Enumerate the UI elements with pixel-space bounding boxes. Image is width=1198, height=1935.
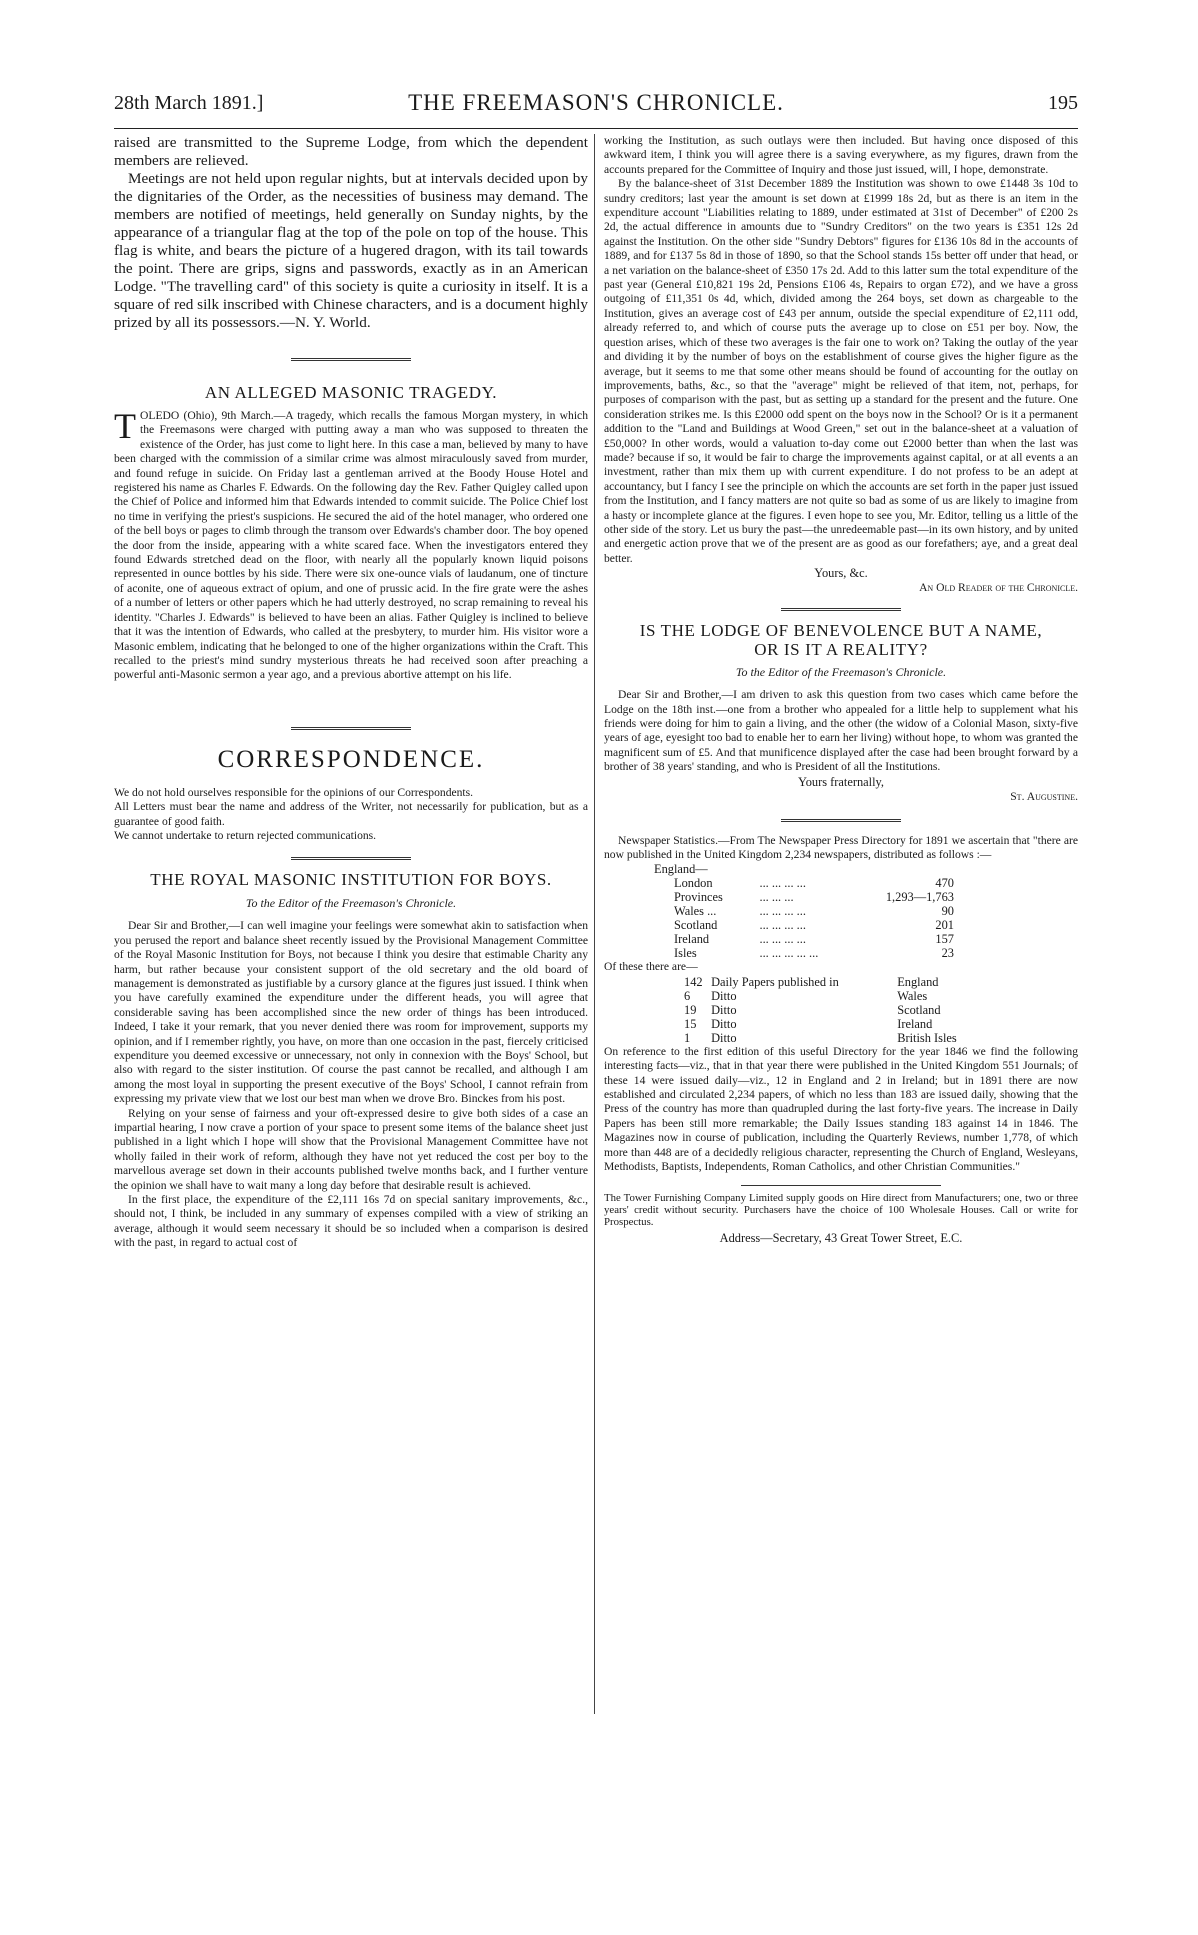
- lodge-heading-line: IS THE LODGE OF BENEVOLENCE BUT A NAME,: [639, 621, 1043, 641]
- section-rule: [781, 608, 901, 611]
- row-place: Scotland: [897, 1002, 941, 1017]
- editorial-notice: All Letters must bear the name and address of the Writer, not necessarily for publication, but as a guarantee of good faith.: [114, 800, 588, 828]
- row-value: 157: [935, 932, 954, 947]
- table-row: [684, 1031, 984, 1045]
- statistics-intro: Newspaper Statistics.—From The Newspaper Press Directory for 1891 we ascertain that "there are now published in the United Kingdom 2,234 newspapers, distributed as follows :—: [604, 833, 1078, 862]
- row-dots: [759, 862, 849, 876]
- letter-signature: St. Augustine.: [1010, 789, 1078, 803]
- row-dots: ... ... ... ...: [759, 932, 806, 947]
- section-heading-tragedy: AN ALLEGED MASONIC TRAGEDY.: [204, 383, 498, 402]
- row-count: 19: [684, 1002, 697, 1017]
- row-count: 15: [684, 1016, 697, 1031]
- row-label: Wales ...: [674, 904, 717, 919]
- column-divider: [594, 134, 595, 1714]
- section-heading-lodge: [604, 621, 1078, 659]
- header-rule: [114, 128, 1078, 129]
- letter-paragraph: Dear Sir and Brother,—I am driven to ask this question from two cases which came before the Lodge on the 18th inst.—one from a brother who appealed for a little help to supplement what his friends were doing for him to gain a living, and the other (the widow of a Colonial Mason, sixty-five years of age, eyesight too bad to enable her to earn her living) without hope, to whom was granted the magnificent sum of £5. And that munificence displayed after the case had been brought forward by a brother of 38 years' standing, and who is President of all the Institutions.: [604, 688, 1078, 774]
- newspaper-distribution-table: [654, 862, 954, 960]
- row-place: British Isles: [897, 1030, 957, 1045]
- row-dots: ... ... ... ... ...: [759, 946, 819, 961]
- row-label: Ireland: [674, 932, 710, 947]
- drop-cap: T: [114, 406, 136, 446]
- letter-paragraph: By the balance-sheet of 31st December 1889 the Institution was shown to owe £1448 3s 10d to sundry creditors; last year the amount is set down at £1999 18s 2d, but as there is an item in the expenditure account "Liabilities relating to 1889, under estimated at 31st of December" of £200 2s 2d, the actual difference in amounts due to "Sundry Creditors" on the two years is £351 12s 2d against the Institution. On the other side "Sundry Debtors" figures for £136 10s 8d in the accounts of 1889, and for £137 5s 8d in those of 1890, so that the School stands 15s better off under that head, or a net variation on the balance-sheet of £350 17s 2d. Add to this latter sum the total expenditure of the past year (General £10,821 19s 2d, Pensions £106 4s, Repairs to organ £72), and we have a gross outgoing of £11,351 0s 4d, which, divided among the 264 boys, set down as chargeable to the Institution, gives an average cost of £43 per annum, outside the special expenditure of £2,111 odd, already referred to, and which of course puts the average up to close on £51 per boy. Now, the question arises, which of these two averages is the fair one to work on? Taking the outlay of the year and dividing it by the number of boys on the establishment of course gives the higher figure as the average, but it seems to me that some other means should be found of accounting for the outlay on improvements, baths, &c., so that the "average" might be relieved of that item, not, perhaps, for purposes of comparison with the past, but as setting up a standard for the present and the future. One consideration strikes me. Is this £2000 odd spent on the boys now in the School? Or is it a permanent addition to the "Land and Buildings at Wood Green," set out in the balance-sheet at a valuation of £50,000? In other words, would a valuation to-day come out £2000 better than when the last was made? because if so, it would be fair to charge the improvements against capital, or at all events a an investment, rather than mix them up with current expenditure. I do not profess to be an adept at accountancy, but I fancy I see the principle on which the accounts are set forth in the paper just issued from the Institution, and I fancy matters are not quite so bad as some of us are likely to imagine from a hasty or incomplete glance at the figures. I even hope to see you, Mr. Editor, telling us a little of the other side of the story. Let us bury the past—the unredeemable past—in its own history, and by united and energetic action prove that we of the present are as good as our forefathers; aye, and a great deal better.: [604, 177, 1078, 565]
- row-kind: Ditto: [711, 988, 737, 1003]
- intro-paragraph: raised are transmitted to the Supreme Lodge, from which the dependent members are relieved.: [114, 134, 588, 169]
- row-kind: Ditto: [711, 1030, 737, 1045]
- intro-paragraph: Meetings are not held upon regular nights, but at intervals decided upon by the dignitaries of the Order, as the necessities of business may demand. The members are notified of meetings, held generally on Sunday nights, by the appearance of a triangular flag at the top of the pole on top of the house. This flag is white, and bears the picture of a hugered dragon, with its tail towards the point. There are grips, signs and passwords, exactly as in an American Lodge. "The travelling card" of this society is quite a curiosity in itself. It is a square of red silk inscribed with Chinese characters, and is a document highly prized by all its possessors.—N. Y. World.: [114, 170, 588, 331]
- page-header: [114, 86, 1078, 126]
- row-label: London: [674, 876, 713, 891]
- letter-subhead: To the Editor of the Freemason's Chronicle.: [245, 896, 457, 911]
- row-label: England—: [654, 862, 708, 877]
- tragedy-article: [114, 406, 588, 683]
- letter-closing: Yours, &c.: [814, 566, 868, 581]
- letter-paragraph: In the first place, the expenditure of the £2,111 16s 7d on special sanitary improvements, &c., should not, I think, be included in any summary of expenses compiled with a view of striking an average, although it would seem necessary it should be so included when a comparison is desired with the past, in regard to actual cost of: [114, 1193, 588, 1250]
- tragedy-text: OLEDO (Ohio), 9th March.—A tragedy, which recalls the famous Morgan mystery, in which the Freemasons were charged with putting away a man who was supposed to threaten the existence of the Order, has just come to light here. In this case a man, believed by many to have been charged with the commission of a similar crime was almost miraculously saved from murder, and found refuge in suicide. On Friday last a gentleman arrived at the Boody House Hotel and registered his name as Charles F. Edwards. On the following day the Rev. Father Quigley called upon the Chief of Police and informed him that Edwards intended to commit suicide. The Police Chief lost no time in verifying the priest's suspicions. He secured the aid of the hotel manager, who ordered one of the bell boys or pages to climb through the transom over Edwards's chamber door. The boy opened the door from the inside, appearing with a white scared face. When the investigators entered they found Edwards stretched dead on the floor, with nearly all the popularly known liquid poisons represented in ounce bottles by his side. There were six one-ounce vials of laudanum, one of tincture of aconite, one of aqueous extract of opium, and one of prussic acid. In the fire grate were the ashes of a number of letters or other papers which he had utterly destroyed, no scrap remaining to reveal his identity. "Charles J. Edwards" is believed to have been an alias. Father Quigley is inclined to believe that it was the intention of Edwards, who called at the presbytery, to murder him. His visitor wore a Masonic emblem, indicating that he belonged to one of the higher organizations within the Craft. This recalled to the priest's mind sundry mysterious threats he had received soon after preaching a powerful anti-Masonic sermon a year ago, and a previous abortive attempt on his life.: [114, 409, 588, 682]
- table-row: [654, 890, 954, 904]
- letter-paragraph: Relying on your sense of fairness and your oft-expressed desire to give both sides of a case an impartial hearing, I now crave a portion of your space to present some items of the balance sheet just published in a light which I hope will show that the Provisional Management Committee have not wholly failed in their work of reform, although they have not yet reduced the cost per boy to the marvellous average set down in their accounts published twelve months back, and I further venture the opinion we shall have to wait many a long day before that desirable result is achieved.: [114, 1106, 588, 1192]
- editorial-notice: We cannot undertake to return rejected communications.: [114, 828, 377, 842]
- table-row: [684, 1017, 984, 1031]
- statistics-paragraph: On reference to the first edition of this useful Directory for the year 1846 we find the following interesting facts—viz., that in that year there were published in the United Kingdom 551 Journals; of these 14 were issued daily—viz., 12 in England and 2 in Ireland; but in 1891 there are now established and circulated 2,234 papers, of which no less than 183 are issued daily, showing that the Press of the country has more than quadrupled during the last forty-five years. The increase in Daily Papers has been still more remarkable; the Daily Issues standing 183 against 14 in 1846. The Magazines now in course of publication, including the Quarterly Reviews, number 1,778, of which more than 448 are of a decidedly religious character, representing the Church of England, Wesleyans, Methodists, Baptists, Independents, Roman Catholics, and other Christian Communities.": [604, 1044, 1078, 1174]
- row-kind: Ditto: [711, 1016, 737, 1031]
- section-heading-correspondence: CORRESPONDENCE.: [217, 745, 485, 773]
- letter-paragraph: Dear Sir and Brother,—I can well imagine your feelings were somewhat akin to satisfaction when you perused the report and balance sheet recently issued by the Provisional Management Committee of the Royal Masonic Institution for Boys, not because I think you desire that estimable Charity any harm, but rather because your consistent support of the old secretary and the old board of management is demonstrated as justifiable by a cursory glance at the figures just issued. I think when you have carefully examined the expenditure under the different heads, you will agree that considerable saving has been accomplished since the new order of things has been introduced. Indeed, I take it your remark, that you never denied there was room for improvement, supports my opinion, and if I remember rightly, you have, on more than one occasion in the past, fiercely criticised expenditure you deemed excessive or unnecessary, not only in connexion with the Boys' School, but also with regard to the sister institution. Of course the past cannot be recalled, and although I am among the most loyal in supporting the present executive of the Boys' School, I cannot refrain from expressing my private view that we lost our best man when we drove Bro. Binckes from his post.: [114, 919, 588, 1106]
- table-row: [654, 904, 954, 918]
- advertisement-address: Address—Secretary, 43 Great Tower Street, E.C.: [719, 1230, 963, 1245]
- row-label: Scotland: [674, 918, 718, 933]
- section-heading-rmib: THE ROYAL MASONIC INSTITUTION FOR BOYS.: [150, 870, 552, 890]
- table-row: [684, 1003, 984, 1017]
- row-value: [850, 862, 954, 876]
- issue-date: 28th March 1891.]: [114, 92, 264, 114]
- letter-signature: An Old Reader of the Chronicle.: [919, 581, 1078, 595]
- row-place: Wales: [897, 988, 928, 1003]
- row-value: 90: [941, 904, 954, 919]
- letter-paragraph: working the Institution, as such outlays were then included. But having once disposed of this awkward item, I think you will agree there is a saving everywhere, as my figures, drawn from the accounts prepared for the Committee of Inquiry and those just issued, will, I hope, demonstrate.: [604, 134, 1078, 176]
- row-dots: ... ... ... ...: [759, 876, 806, 891]
- row-dots: ... ... ... ...: [759, 904, 806, 919]
- section-rule: [291, 857, 411, 860]
- row-place: Ireland: [897, 1016, 933, 1031]
- letter-subhead: To the Editor of the Freemason's Chronicle.: [735, 665, 947, 680]
- row-label: Provinces: [674, 890, 723, 905]
- row-dots: ... ... ...: [759, 890, 794, 905]
- table-row: [654, 932, 954, 946]
- table-row: [654, 946, 954, 960]
- statistics-subhead: Of these there are—: [604, 960, 698, 974]
- publication-title: THE FREEMASON'S CHRONICLE.: [408, 90, 784, 115]
- row-dots: ... ... ... ...: [759, 918, 806, 933]
- row-place: England: [897, 974, 939, 989]
- row-kind: Daily Papers published in: [711, 974, 839, 989]
- row-value: 201: [935, 918, 954, 933]
- lodge-heading-line: OR IS IT A REALITY?: [754, 640, 928, 660]
- row-count: 6: [684, 988, 691, 1003]
- editorial-notice: We do not hold ourselves responsible for the opinions of our Correspondents.: [114, 785, 474, 799]
- row-count: 142: [684, 974, 703, 989]
- row-kind: Ditto: [711, 1002, 737, 1017]
- advertisement: The Tower Furnishing Company Limited supply goods on Hire direct from Manufacturers; one, two or three years' credit without security. Purchasers have the choice of 100 Wholesale Houses. Call or write for Prospectus.: [604, 1191, 1078, 1229]
- table-row: [654, 862, 954, 876]
- table-row: [654, 918, 954, 932]
- row-value: 23: [941, 946, 954, 961]
- table-row: [654, 876, 954, 890]
- row-value: 1,293—1,763: [885, 890, 954, 905]
- table-row: [684, 989, 984, 1003]
- daily-papers-table: [684, 975, 984, 1045]
- table-row: [684, 975, 984, 989]
- letter-closing: Yours fraternally,: [797, 774, 885, 789]
- left-column: [114, 134, 588, 1251]
- row-value: 470: [935, 876, 954, 891]
- row-count: 1: [684, 1030, 691, 1045]
- row-label: Isles: [674, 946, 697, 961]
- right-column: [604, 134, 1078, 1246]
- page-number: 195: [1048, 92, 1078, 114]
